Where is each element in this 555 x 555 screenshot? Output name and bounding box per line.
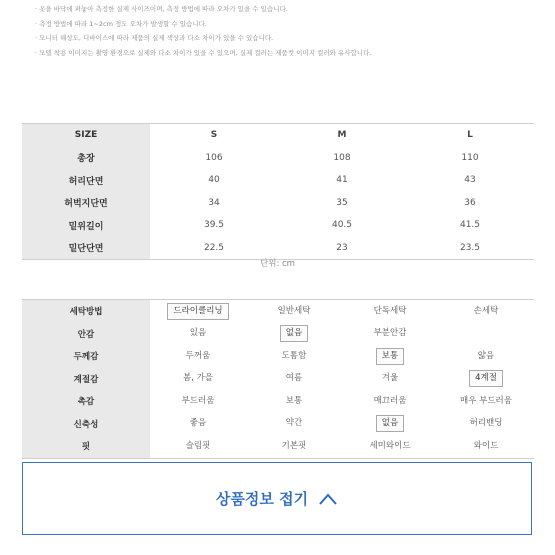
attribute-option-cell [438, 300, 534, 323]
attribute-option-cell [246, 413, 342, 436]
attribute-option-cell [438, 323, 534, 346]
attribute-option-cell [246, 345, 342, 368]
cell: 40 [208, 175, 220, 186]
attribute-option-cell [150, 323, 246, 346]
table-row [22, 192, 534, 215]
option: 기본핏 [281, 440, 307, 451]
option: 허리밴딩 [469, 418, 503, 429]
option: 부드러움 [181, 395, 215, 406]
attribute-option-cell [438, 390, 534, 413]
collapse-product-info-button[interactable] [22, 462, 532, 535]
row-label: 밑단단면 [22, 237, 150, 260]
attribute-option-cell [246, 300, 342, 323]
option: 두꺼움 [185, 350, 211, 361]
cell: 108 [333, 152, 351, 163]
size-header-s: S [150, 124, 278, 147]
option: 여름 [285, 373, 303, 384]
attribute-option-cell [342, 435, 438, 458]
unit-label: 단위: cm [260, 259, 295, 269]
attribute-option-cell [150, 300, 246, 323]
option: 일반세탁 [277, 305, 311, 316]
attribute-row [22, 368, 534, 391]
chevron-up-icon [318, 492, 338, 506]
cell: 41.5 [459, 220, 481, 231]
option: 보통 [285, 395, 303, 406]
attribute-option-cell [150, 390, 246, 413]
note-line: · 모델 착용 이미지는 촬영 환경으로 실제와 다소 차이가 있을 수 있으며, 실제 컬러는 제품컷 이미지 컬러와 유사합니다. [35, 48, 372, 57]
cell: 23 [278, 237, 406, 260]
option: 매끄러움 [373, 395, 407, 406]
cell: 22.5 [150, 237, 278, 260]
row-label: 총장 [22, 147, 150, 170]
attribute-option-cell [150, 368, 246, 391]
cell: 23.5 [406, 237, 534, 260]
option: 있음 [189, 328, 207, 339]
cell: 35 [336, 197, 348, 208]
size-table [22, 123, 534, 260]
option: 매우 부드러움 [460, 395, 512, 406]
selected-option: 4계절 [469, 370, 503, 387]
option: 좋음 [189, 418, 207, 429]
option: 단독세탁 [373, 305, 407, 316]
cell: 43 [464, 175, 476, 186]
cell: 39.5 [203, 220, 225, 231]
cell: 40.5 [331, 220, 353, 231]
size-header-l: L [406, 124, 534, 147]
product-attributes-table [22, 299, 534, 459]
table-row [22, 214, 534, 237]
attribute-label: 안감 [22, 323, 150, 346]
attribute-option-cell [150, 435, 246, 458]
table-row [22, 147, 534, 170]
size-header-m: M [278, 124, 406, 147]
size-header-row [22, 124, 534, 147]
cell: 110 [461, 152, 479, 163]
option: 도톰함 [281, 350, 307, 361]
option: 와이드 [473, 440, 499, 451]
attribute-row [22, 323, 534, 346]
cell: 36 [464, 197, 476, 208]
attribute-row [22, 300, 534, 323]
attribute-option-cell [342, 390, 438, 413]
table-row [22, 169, 534, 192]
attribute-row [22, 390, 534, 413]
option: 손세탁 [473, 305, 499, 316]
attribute-label: 계절감 [22, 368, 150, 391]
attribute-label: 신축성 [22, 413, 150, 436]
note-line: · 옷을 바닥에 펴놓아 측정한 실제 사이즈이며, 측정 방법에 따라 오차가 있을 수 있습니다. [35, 5, 288, 13]
attribute-option-cell [342, 323, 438, 346]
attribute-option-cell [438, 413, 534, 436]
attribute-row [22, 345, 534, 368]
collapse-button-label: 상품정보 접기 [215, 490, 309, 508]
measurement-notes [35, 2, 545, 60]
row-label: 밑위길이 [22, 214, 150, 237]
attribute-row [22, 413, 534, 436]
cell: 41 [336, 175, 348, 186]
attribute-label: 세탁방법 [22, 300, 150, 323]
attribute-option-cell [438, 368, 534, 391]
cell: 106 [205, 152, 223, 163]
note-line: · 모니터 해상도, 디바이스에 따라 제품의 실제 색상과 다소 차이가 있을 수 있습니다. [35, 34, 274, 42]
attribute-option-cell [246, 390, 342, 413]
attribute-label: 촉감 [22, 390, 150, 413]
option: 겨울 [381, 373, 399, 384]
attribute-option-cell [438, 345, 534, 368]
selected-option: 없음 [376, 415, 404, 432]
attribute-label: 핏 [22, 435, 150, 458]
attribute-option-cell [342, 368, 438, 391]
attribute-option-cell [246, 368, 342, 391]
selected-option: 없음 [280, 325, 308, 342]
selected-option: 드라이클리닝 [167, 303, 228, 320]
attribute-option-cell [150, 345, 246, 368]
size-header-label: SIZE [22, 124, 150, 147]
attribute-row [22, 435, 534, 458]
attribute-option-cell [438, 435, 534, 458]
attribute-option-cell [342, 345, 438, 368]
row-label: 허리단면 [22, 169, 150, 192]
option: 약간 [285, 418, 303, 429]
option: 세미와이드 [369, 440, 411, 451]
attribute-option-cell [150, 413, 246, 436]
option: 봄, 가을 [182, 373, 214, 384]
cell: 34 [208, 197, 220, 208]
row-label: 허벅지단면 [22, 192, 150, 215]
attribute-option-cell [342, 300, 438, 323]
option: 슬림핏 [185, 440, 211, 451]
option: 얇음 [477, 350, 495, 361]
option: 부분안감 [373, 328, 407, 339]
note-line: · 측정 방법에 따라 1~2cm 정도 오차가 발생할 수 있습니다. [35, 19, 207, 28]
attribute-option-cell [246, 435, 342, 458]
attribute-option-cell [342, 413, 438, 436]
attribute-option-cell [246, 323, 342, 346]
selected-option: 보통 [376, 348, 404, 365]
attribute-label: 두께감 [22, 345, 150, 368]
